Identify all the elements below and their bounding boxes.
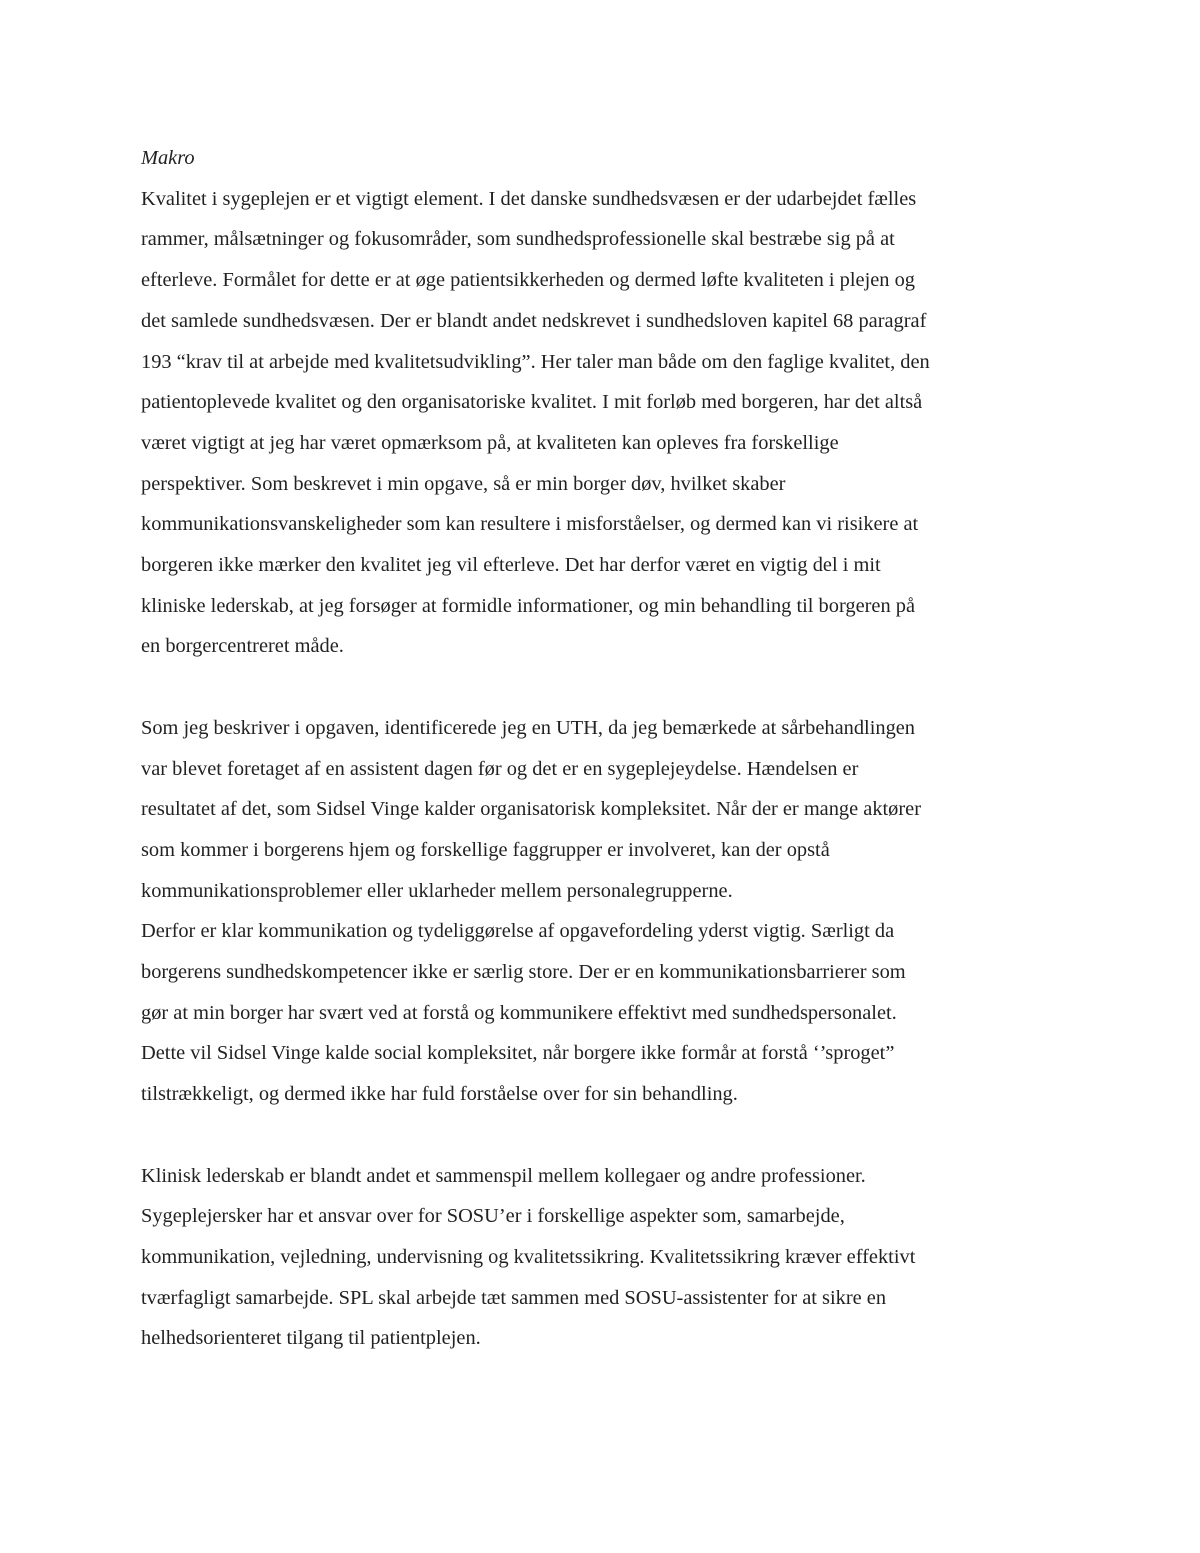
text-line: Dette vil Sidsel Vinge kalde social kompleksitet, når borgere ikke formår at forstå ‘’sproget” (141, 1042, 895, 1065)
text-line: Klinisk lederskab er blandt andet et sammenspil mellem kollegaer og andre professioner. (141, 1164, 866, 1187)
paragraph-spacer (141, 1115, 1071, 1156)
text-line: kommunikation, vejledning, undervisning og kvalitetssikring. Kvalitetssikring kræver effektivt (141, 1245, 916, 1268)
text-line: borgerens sundhedskompetencer ikke er særlig store. Der er en kommunikationsbarrierer som (141, 961, 906, 984)
text-line: efterleve. Formålet for dette er at øge patientsikkerheden og dermed løfte kvaliteten i plejen og (141, 269, 915, 292)
paragraph-leadership (141, 1156, 1071, 1360)
text-line: perspektiver. Som beskrevet i min opgave, så er min borger døv, hvilket skaber (141, 472, 786, 495)
text-line: Derfor er klar kommunikation og tydeliggørelse af opgavefordeling yderst vigtig. Særligt da (141, 920, 895, 943)
text-line: det samlede sundhedsvæsen. Der er blandt andet nedskrevet i sundhedsloven kapitel 68 paragraf (141, 309, 927, 332)
text-line: kliniske lederskab, at jeg forsøger at formidle informationer, og min behandling til borgeren på (141, 594, 915, 617)
text-line: var blevet foretaget af en assistent dagen før og det er en sygeplejeydelse. Hændelsen er (141, 757, 859, 780)
text-line: været vigtigt at jeg har været opmærksom på, at kvaliteten kan opleves fra forskellige (141, 431, 839, 454)
paragraph-quality (141, 179, 1071, 667)
text-line: Som jeg beskriver i opgaven, identificerede jeg en UTH, da jeg bemærkede at sårbehandlingen (141, 716, 916, 739)
section-heading: Makro (141, 147, 195, 169)
text-line: 193 “krav til at arbejde med kvalitetsudvikling”. Her taler man både om den faglige kvalitet, den (141, 350, 930, 373)
text-line: Sygeplejersker har et ansvar over for SOSU’er i forskellige aspekter som, samarbejde, (141, 1205, 845, 1228)
text-line: en borgercentreret måde. (141, 635, 344, 658)
text-line: tilstrækkeligt, og dermed ikke har fuld forståelse over for sin behandling. (141, 1083, 738, 1106)
text-line: kommunikationsvanskeligheder som kan resultere i misforståelser, og dermed kan vi risikere at (141, 513, 919, 536)
paragraph-spacer (141, 667, 1071, 708)
text-line: patientoplevede kvalitet og den organisatoriske kvalitet. I mit forløb med borgeren, har det altså (141, 391, 923, 414)
text-line: tværfagligt samarbejde. SPL skal arbejde tæt sammen med SOSU-assistenter for at sikre en (141, 1286, 887, 1309)
text-line: rammer, målsætninger og fokusområder, som sundhedsprofessionelle skal bestræbe sig på at (141, 228, 895, 251)
text-line: gør at min borger har svært ved at forstå og kommunikere effektivt med sundhedspersonalet. (141, 1001, 897, 1024)
text-line: Kvalitet i sygeplejen er et vigtigt element. I det danske sundhedsvæsen er der udarbejdet fælles (141, 187, 917, 210)
text-line: helhedsorienteret tilgang til patientplejen. (141, 1327, 481, 1350)
document-body (141, 138, 1071, 1359)
text-line: resultatet af det, som Sidsel Vinge kalder organisatorisk kompleksitet. Når der er mange aktører (141, 798, 922, 821)
text-line: borgeren ikke mærker den kvalitet jeg vil efterleve. Det har derfor været en vigtig del i mit (141, 554, 881, 577)
text-line: som kommer i borgerens hjem og forskellige faggrupper er involveret, kan der opstå (141, 838, 830, 861)
paragraph-complexity (141, 708, 1071, 1115)
text-line: kommunikationsproblemer eller uklarheder mellem personalegrupperne. (141, 879, 733, 902)
